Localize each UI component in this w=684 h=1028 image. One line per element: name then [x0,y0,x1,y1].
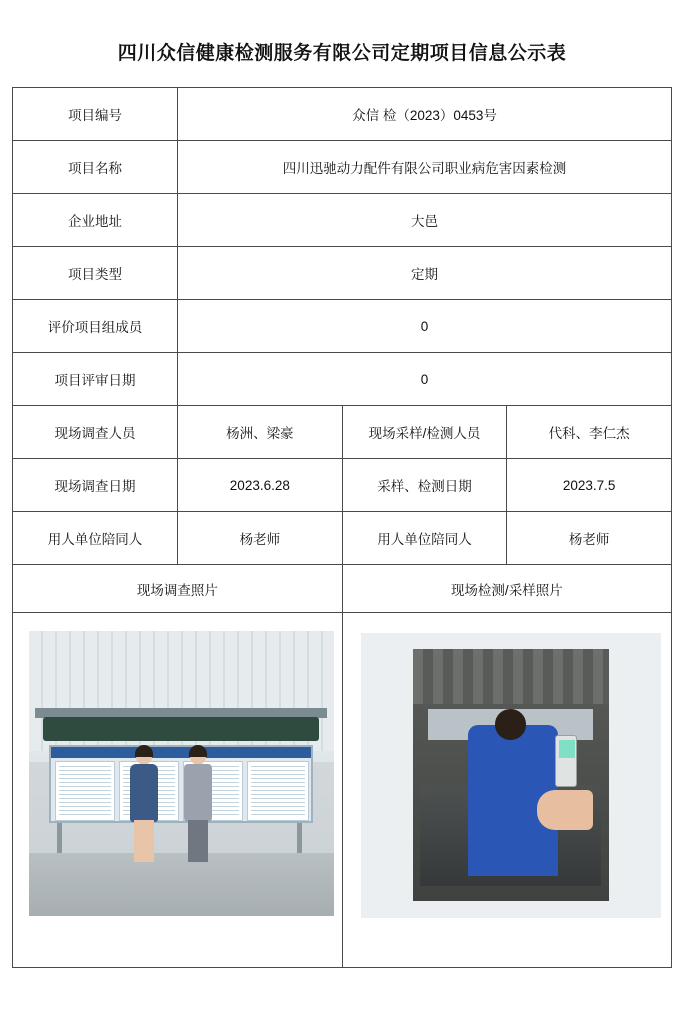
photo-measuring-device [555,735,577,787]
table-body [13,88,672,968]
photo-person-body [184,764,212,822]
row-value-survey-date: 2023.6.28 [178,459,343,512]
row-value-team-members: 0 [178,300,672,353]
row-value-survey-staff: 杨洲、梁豪 [178,406,343,459]
table-row-photos [13,613,672,968]
photo-board-panel [247,761,309,821]
table-row [13,141,672,194]
photo-header-survey: 现场调查照片 [13,565,343,613]
table-row-photo-headers [13,565,672,613]
survey-photo-image [29,631,334,916]
row-label-escort-right: 用人单位陪同人 [342,512,507,565]
photo-person-male [181,747,215,865]
row-label-project-type: 项目类型 [13,247,178,300]
row-label-sampling-staff: 现场采样/检测人员 [342,406,507,459]
table-row [13,406,672,459]
project-info-table [12,87,672,968]
row-label-team-members: 评价项目组成员 [13,300,178,353]
page-title: 四川众信健康检测服务有限公司定期项目信息公示表 [117,43,567,64]
photo-ceiling-region [413,649,609,704]
photo-header-sampling: 现场检测/采样照片 [342,565,671,613]
photo-worker-head [495,709,526,739]
row-label-company-address: 企业地址 [13,194,178,247]
photo-device-screen [559,740,575,758]
survey-photo-wrapper [17,619,338,961]
photo-operator-hand [537,790,593,830]
table-row [13,353,672,406]
photo-person-hair [135,745,153,757]
photo-cell-survey [13,613,343,968]
photo-person-hair [189,745,207,757]
row-value-review-date: 0 [178,353,672,406]
photo-board-panel [55,761,115,821]
photo-workshop-interior [413,649,609,901]
row-label-survey-staff: 现场调查人员 [13,406,178,459]
row-label-escort-left: 用人单位陪同人 [13,512,178,565]
photo-person-legs [134,820,154,862]
photo-board-text-lines [59,766,111,818]
photo-person-body [130,764,158,822]
row-value-sampling-date: 2023.7.5 [507,459,672,512]
photo-canopy [43,717,319,741]
photo-cell-sampling [342,613,671,968]
row-value-sampling-staff: 代科、李仁杰 [507,406,672,459]
row-value-project-type: 定期 [178,247,672,300]
table-row [13,194,672,247]
row-label-review-date: 项目评审日期 [13,353,178,406]
row-value-project-name: 四川迅驰动力配件有限公司职业病危害因素检测 [178,141,672,194]
photo-person-legs [188,820,208,862]
row-label-survey-date: 现场调查日期 [13,459,178,512]
row-label-project-name: 项目名称 [13,141,178,194]
row-value-project-number: 众信 检（2023）0453号 [178,88,672,141]
sampling-photo-wrapper [347,619,667,961]
row-value-company-address: 大邑 [178,194,672,247]
page-bottom-spacer [0,968,684,1028]
table-row [13,247,672,300]
table-row [13,459,672,512]
row-value-escort-right: 杨老师 [507,512,672,565]
table-row [13,88,672,141]
table-row [13,512,672,565]
row-label-sampling-date: 采样、检测日期 [342,459,507,512]
sampling-photo-image [361,633,661,918]
row-value-escort-left: 杨老师 [178,512,343,565]
table-row [13,300,672,353]
photo-person-female [127,747,161,865]
photo-board-text-lines [251,766,305,818]
row-label-project-number: 项目编号 [13,88,178,141]
